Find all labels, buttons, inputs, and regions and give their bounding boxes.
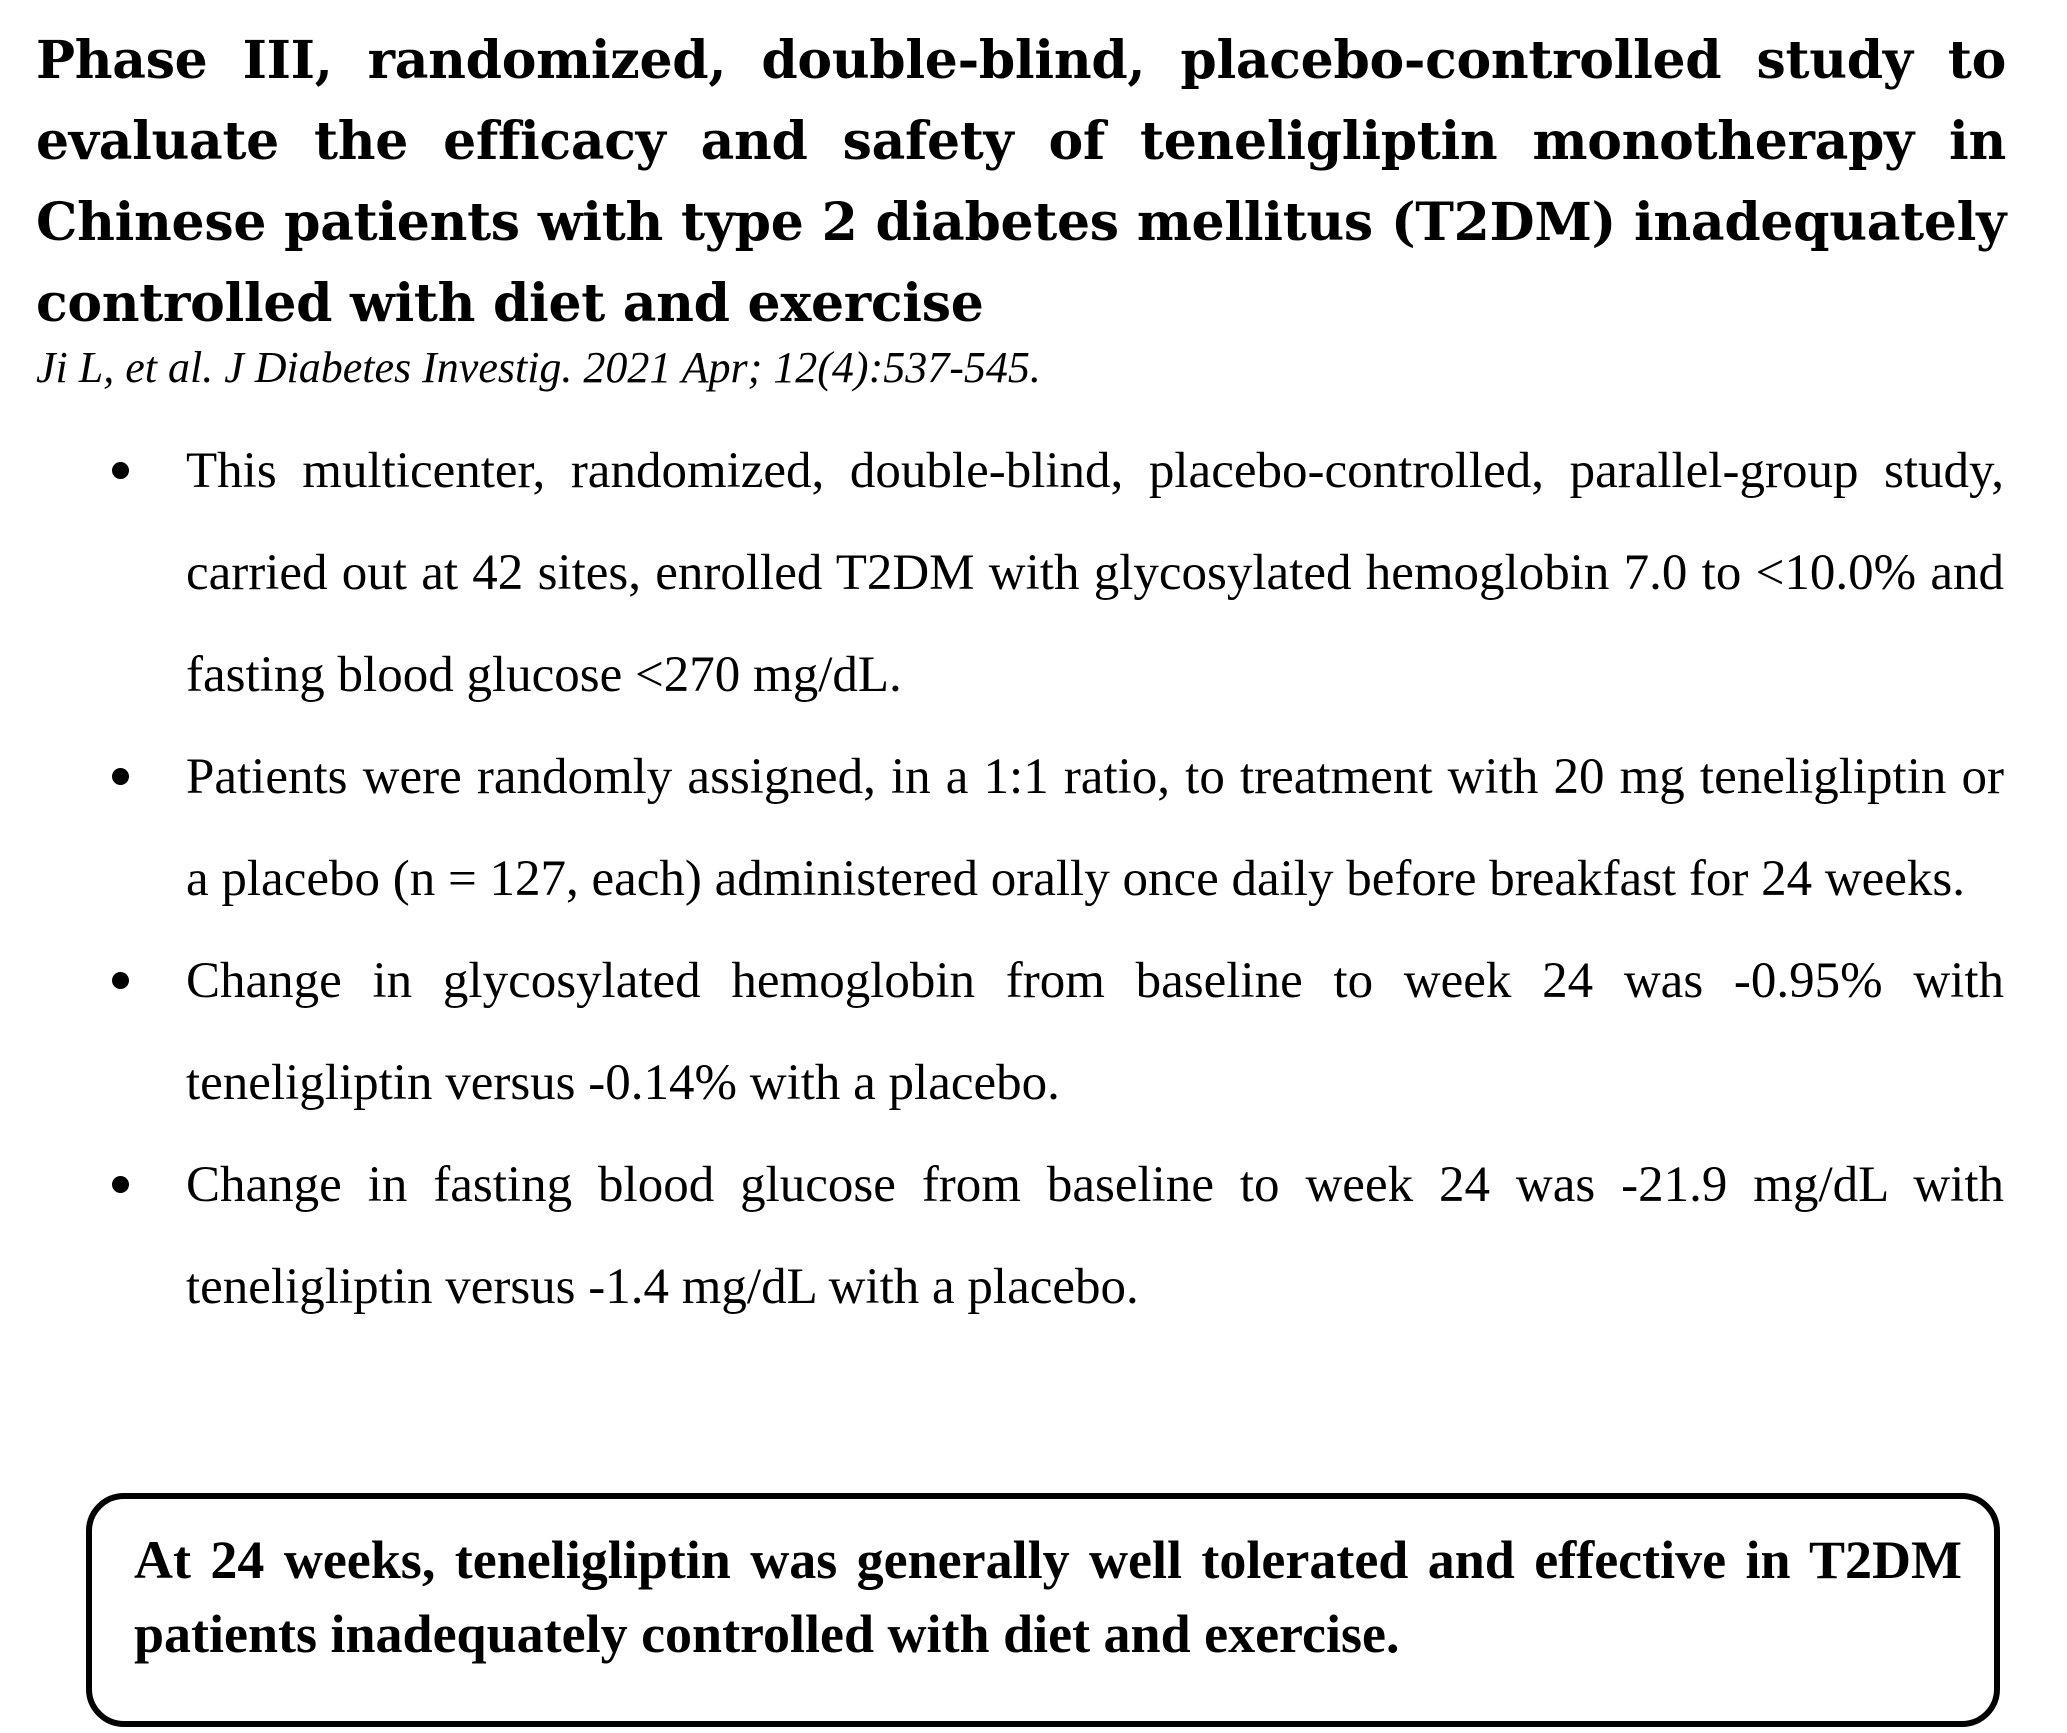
conclusion-text: At 24 weeks, teneligliptin was generally well tolerated and effective in T2DM patients inadequately controlled with diet and exercise. bbox=[134, 1530, 1962, 1664]
bullet-text: Change in fasting blood glucose from baseline to week 24 was -21.9 mg/dL with teneligliptin versus -1.4 mg/dL with a placebo. bbox=[186, 1157, 2004, 1315]
bullet-icon bbox=[112, 768, 129, 785]
list-item bbox=[0, 930, 2067, 1134]
bullet-icon bbox=[112, 1176, 129, 1193]
bullet-list bbox=[0, 420, 2067, 1338]
bullet-icon bbox=[112, 462, 129, 479]
citation: Ji L, et al. J Diabetes Investig. 2021 Apr; 12(4):537-545. bbox=[36, 343, 1041, 392]
page-title: Phase III, randomized, double-blind, placebo-controlled study to evaluate the efficacy and safety of teneligliptin monotherapy in Chinese patients with type 2 diabetes mellitus (T2DM) inadequately controlled with diet and exercise bbox=[36, 30, 2006, 334]
bullet-text: Change in glycosylated hemoglobin from baseline to week 24 was -0.95% with teneligliptin versus -0.14% with a placebo. bbox=[186, 953, 2004, 1111]
list-item bbox=[0, 726, 2067, 930]
bullet-icon bbox=[112, 972, 129, 989]
bullet-text: This multicenter, randomized, double-blind, placebo-controlled, parallel-group study, carried out at 42 sites, enrolled T2DM with glycosylated hemoglobin 7.0 to <10.0% and fasting blood glucose <270 mg/dL. bbox=[186, 443, 2004, 703]
list-item bbox=[0, 420, 2067, 726]
bullet-text: Patients were randomly assigned, in a 1:1 ratio, to treatment with 20 mg teneligliptin or a placebo (n = 127, each) administered orally once daily before breakfast for 24 weeks. bbox=[186, 749, 2004, 907]
list-item bbox=[0, 1134, 2067, 1338]
